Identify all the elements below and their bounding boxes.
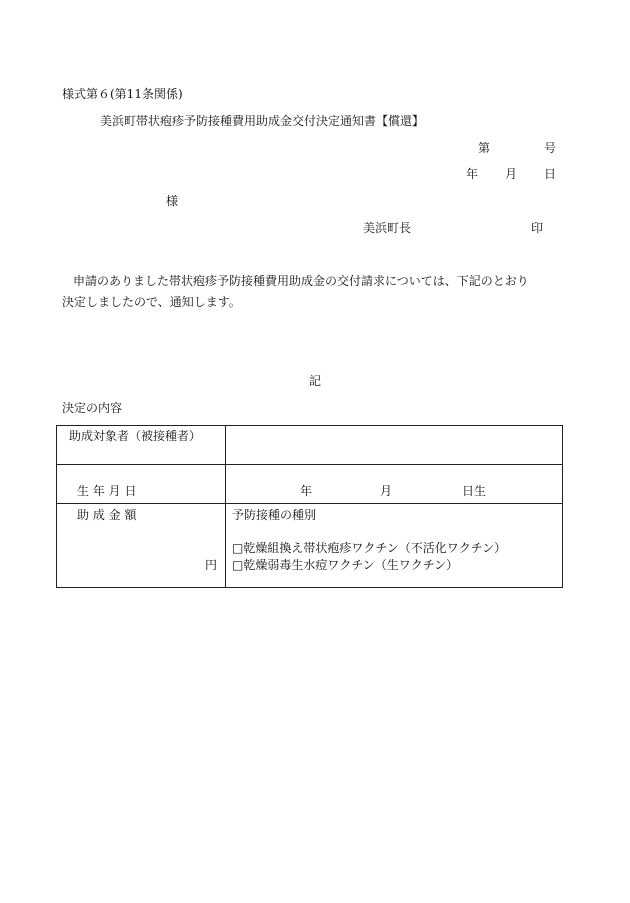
amount-label: 助 成 金 額: [77, 508, 137, 522]
issuer-seal: 印: [531, 221, 544, 235]
birth-day: 日生: [462, 484, 487, 498]
date-day: 日: [544, 167, 557, 181]
number-suffix: 号: [544, 141, 557, 155]
birth-year: 年: [300, 484, 313, 498]
date-month: 月: [505, 167, 518, 181]
ki-heading: 記: [309, 374, 322, 388]
date-year: 年: [466, 167, 479, 181]
amount-unit: 円: [204, 558, 217, 572]
birthdate-value-cell: [226, 465, 563, 504]
document-title: 美浜町帯状疱疹予防接種費用助成金交付決定通知書【償還】: [100, 114, 425, 128]
recipient-value-cell: [226, 426, 563, 465]
number-prefix: 第: [478, 141, 491, 155]
decision-table: [56, 425, 563, 588]
vaccine-option-live: □乾燥弱毒生水痘ワクチン（生ワクチン）: [232, 558, 459, 572]
issuer-name: 美浜町長: [363, 221, 412, 235]
recipient-label-cell: [57, 426, 226, 465]
recipient-label: 助成対象者（被接種者）: [69, 429, 202, 443]
table-row: [57, 465, 563, 504]
body-line-1: 申請のありました帯状疱疹予防接種費用助成金の交付請求については、下記のとおり: [73, 274, 529, 288]
vaccine-option-inactivated: □乾燥組換え帯状疱疹ワクチン（不活化ワクチン）: [232, 541, 507, 555]
vaccine-heading: 予防接種の種別: [232, 508, 317, 522]
amount-label-cell: [57, 504, 226, 588]
addressee-suffix: 様: [166, 194, 179, 208]
body-line-2: 決定しましたので、通知します。: [62, 295, 241, 309]
table-row: [57, 426, 563, 465]
birthdate-label-cell: [57, 465, 226, 504]
birth-month: 月: [380, 484, 393, 498]
birthdate-label: 生 年 月 日: [77, 484, 137, 498]
table-row: [57, 504, 563, 588]
section-label: 決定の内容: [62, 401, 123, 415]
vaccine-cell: [226, 504, 563, 588]
form-number: 様式第６(第11条関係): [62, 87, 183, 101]
